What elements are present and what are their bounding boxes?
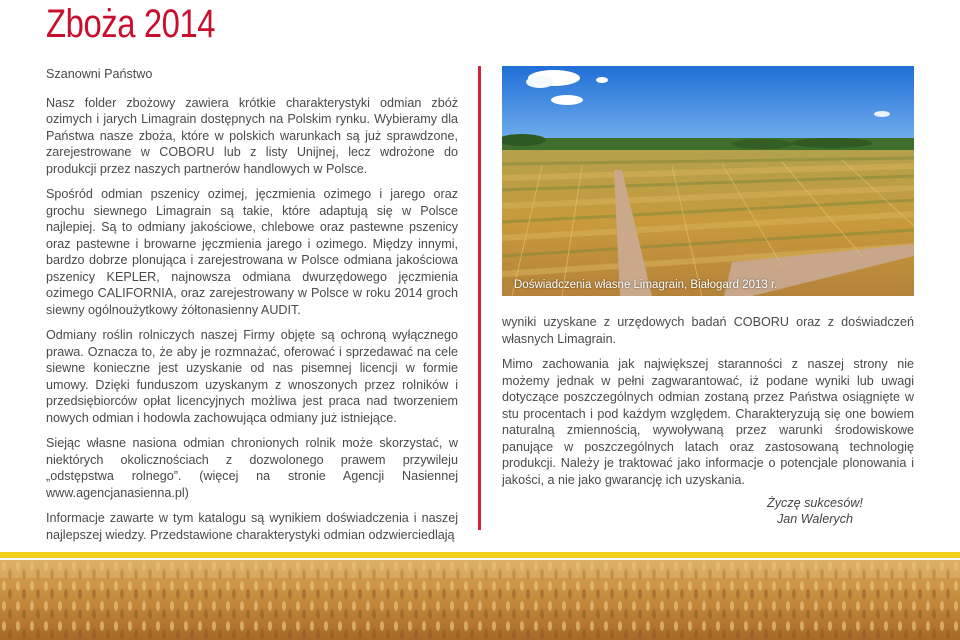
photo-caption: Doświadczenia własne Limagrain, Białogard 2013 r. xyxy=(514,279,778,291)
left-column xyxy=(46,66,458,552)
paragraph: Mimo zachowania jak największej staranności z naszej strony nie możemy jednak w pełni zagwarantować, iż podane wyniki lub uwagi dotyczące poszczególnych odmian zostaną przez Państwa osiągnięte w stu procentach i pod każdym względem. Charakteryzują się one bowiem naturalną zmiennością, wywoływaną przez warunki środowiskowe panujące w poszczególnych latach oraz zastosowaną technologię produkcji. Należy je traktować jako informacje o potencjale plonowania i jakości, a nie jako gwarancję ich uzyskania. xyxy=(502,357,914,487)
wheat-field-banner xyxy=(0,560,960,640)
paragraph: Siejąc własne nasiona odmian chronionych rolnik może skorzystać, w niektórych okolicznościach z dozwolonego prawem przywileju „odstępstwa rolnego”. (więcej na stronie Agencji Nasiennej www.agencjanasienna.pl) xyxy=(46,436,458,500)
page-title: Zboża 2014 xyxy=(46,2,216,46)
greeting: Szanowni Państwo xyxy=(46,67,153,81)
paragraph: wyniki uzyskane z urzędowych badań COBORU oraz z doświadczeń własnych Limagrain. xyxy=(502,315,914,346)
signature xyxy=(740,495,890,527)
paragraph: Nasz folder zbożowy zawiera krótkie charakterystyki odmian zbóż ozimych i jarych Limagrain dostępnych na Polskim rynku. Wybieramy dla Państwa nasze zboża, które w polskich warunkach są już sprawdzone, zarejestrowane w COBORU lub z listy Unijnej, lecz wdrożone do produkcji przez naszych partnerów handlowych w Polsce. xyxy=(46,95,458,176)
sign-name: Jan Walerych xyxy=(776,512,854,526)
right-column xyxy=(502,314,914,497)
paragraph: Odmiany roślin rolniczych naszej Firmy objęte są ochroną wyłącznego prawa. Oznacza to, że aby je rozmnażać, oferować i sprzedawać na cele siewne konieczne jest uzyskanie od nas pisemnej licencji w formie umowy. Dzięki funduszom uzyskanym z wnoszonych przez rolników i przedsiębiorców opłat licencyjnych możliwa jest praca nad tworzeniem nowych odmian i hodowla zachowująca odmiany już istniejące. xyxy=(46,328,458,425)
sign-greeting: Życzę sukcesów! xyxy=(767,496,863,510)
column-divider xyxy=(478,66,481,530)
paragraph: Spośród odmian pszenicy ozimej, jęczmienia ozimego i jarego oraz grochu siewnego Limagrain są takie, które adaptują się w Polsce najlepiej. Są to odmiany jakościowe, chlebowe oraz pastewne pszenicy oraz pastewne i browarne jęczmienia jarego i ozimego. Między innymi, bardzo dobrze plonująca i zarejestrowana w Polsce odmiana jakościowa pszenicy KEPLER, najnowsza odmiana dwurzędowego jęczmienia ozimego CALIFORNIA, oraz zarejestrowany w Polsce w roku 2014 groch siewny ogólnoużytkowy żółtonasienny AUDIT. xyxy=(46,187,458,317)
field-trials-photo xyxy=(502,66,914,296)
paragraph: Informacje zawarte w tym katalogu są wynikiem doświadczenia i naszej najlepszej wiedzy. Przedstawione charakterystyki odmian odzwierciedlają xyxy=(46,511,458,542)
